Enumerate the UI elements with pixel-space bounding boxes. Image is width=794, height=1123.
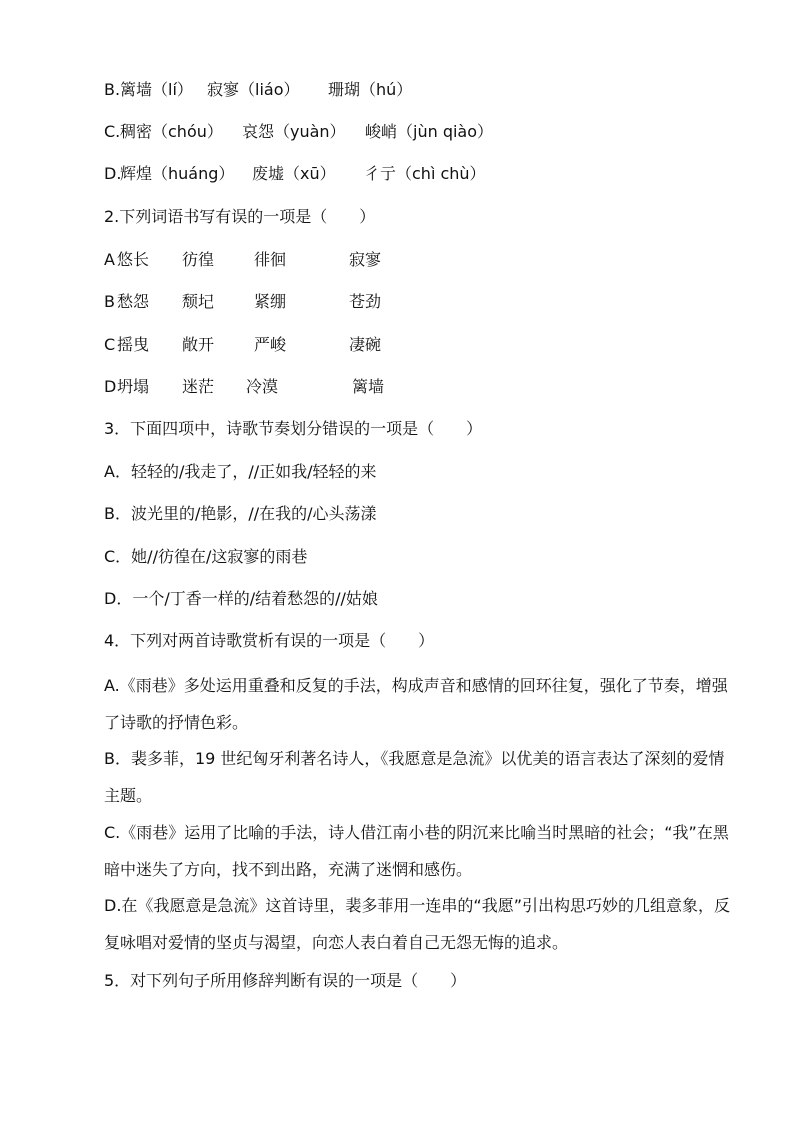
paragraph-line: 复咏唱对爱情的坚贞与渴望，向恋人表白着自己无怨无悔的追求。 bbox=[104, 933, 569, 952]
option-label: A bbox=[104, 250, 115, 269]
q4-option-b bbox=[104, 740, 724, 814]
word-item: 颓圮 bbox=[182, 292, 215, 311]
word-item: 摇曳 bbox=[117, 335, 150, 354]
q4-option-a bbox=[104, 667, 728, 741]
word-item: 篱墙（lí） bbox=[120, 80, 193, 99]
q4-option-d bbox=[104, 887, 730, 961]
word-item: 辉煌（huáng） bbox=[120, 164, 235, 183]
word-item: 寂寥 bbox=[349, 250, 382, 269]
word-item: 悠长 bbox=[117, 250, 150, 269]
word-item: 敞开 bbox=[182, 335, 215, 354]
option-label: B bbox=[104, 292, 115, 311]
paragraph-line: 主题。 bbox=[104, 786, 153, 805]
word-item: 严峻 bbox=[254, 335, 287, 354]
word-item: 坍塌 bbox=[117, 377, 150, 396]
word-item: 峻峭（jùn qiào） bbox=[365, 122, 494, 141]
word-item: 寂寥（liáo） bbox=[207, 80, 300, 99]
word-item: 紧绷 bbox=[254, 292, 287, 311]
word-item: 篱墙 bbox=[352, 377, 385, 396]
option-label: D. bbox=[104, 164, 122, 183]
paragraph-line: B．裴多菲，19 世纪匈牙利著名诗人，《我愿意是急流》以优美的语言表达了深刻的爱情 bbox=[104, 749, 725, 768]
word-item: 苍劲 bbox=[349, 292, 382, 311]
q4-stem: 4．下列对两首诗歌赏析有误的一项是（ ） bbox=[104, 631, 435, 650]
q4-option-c bbox=[104, 814, 729, 888]
q3-option-a: A．轻轻的/我走了，//正如我/轻轻的来 bbox=[104, 462, 377, 481]
word-item: 愁怨 bbox=[117, 292, 150, 311]
q3-option-b: B．波光里的/艳影，//在我的/心头荡漾 bbox=[104, 504, 377, 523]
word-item: 彳亍（chì chù） bbox=[364, 164, 486, 183]
q3-option-d: D．一个/丁香一样的/结着愁怨的//姑娘 bbox=[104, 589, 378, 608]
q5-stem: 5．对下列句子所用修辞判断有误的一项是（ ） bbox=[104, 971, 467, 990]
q3-stem: 3．下面四项中，诗歌节奏划分错误的一项是（ ） bbox=[104, 419, 483, 438]
word-item: 珊瑚（hú） bbox=[328, 80, 413, 99]
option-label: C bbox=[104, 335, 116, 354]
word-item: 哀怨（yuàn） bbox=[242, 122, 346, 141]
paragraph-line: C.《雨巷》运用了比喻的手法，诗人借江南小巷的阴沉来比喻当时黑暗的社会；“我”在黑 bbox=[104, 823, 729, 842]
word-item: 徘徊 bbox=[254, 250, 287, 269]
word-item: 彷徨 bbox=[182, 250, 215, 269]
q3-option-c: C．她//彷徨在/这寂寥的雨巷 bbox=[104, 547, 308, 566]
paragraph-line: D.在《我愿意是急流》这首诗里，裴多菲用一连串的“我愿”引出构思巧妙的几组意象，反 bbox=[104, 896, 730, 915]
word-item: 废墟（xū） bbox=[252, 164, 336, 183]
word-item: 稠密（chóu） bbox=[120, 122, 223, 141]
word-item: 凄碗 bbox=[349, 335, 382, 354]
paragraph-line: A.《雨巷》多处运用重叠和反复的手法，构成声音和感情的回环往复，强化了节奏，增强 bbox=[104, 676, 728, 695]
q2-stem: 2.下列词语书写有误的一项是（ ） bbox=[104, 207, 376, 226]
word-item: 冷漠 bbox=[246, 377, 279, 396]
option-label: C. bbox=[104, 122, 121, 141]
paragraph-line: 了诗歌的抒情色彩。 bbox=[104, 713, 249, 732]
paragraph-line: 暗中迷失了方向，找不到出路，充满了迷惘和感伤。 bbox=[104, 860, 473, 879]
option-label: B. bbox=[104, 80, 121, 99]
word-item: 迷茫 bbox=[182, 377, 215, 396]
option-label: D bbox=[104, 377, 117, 396]
